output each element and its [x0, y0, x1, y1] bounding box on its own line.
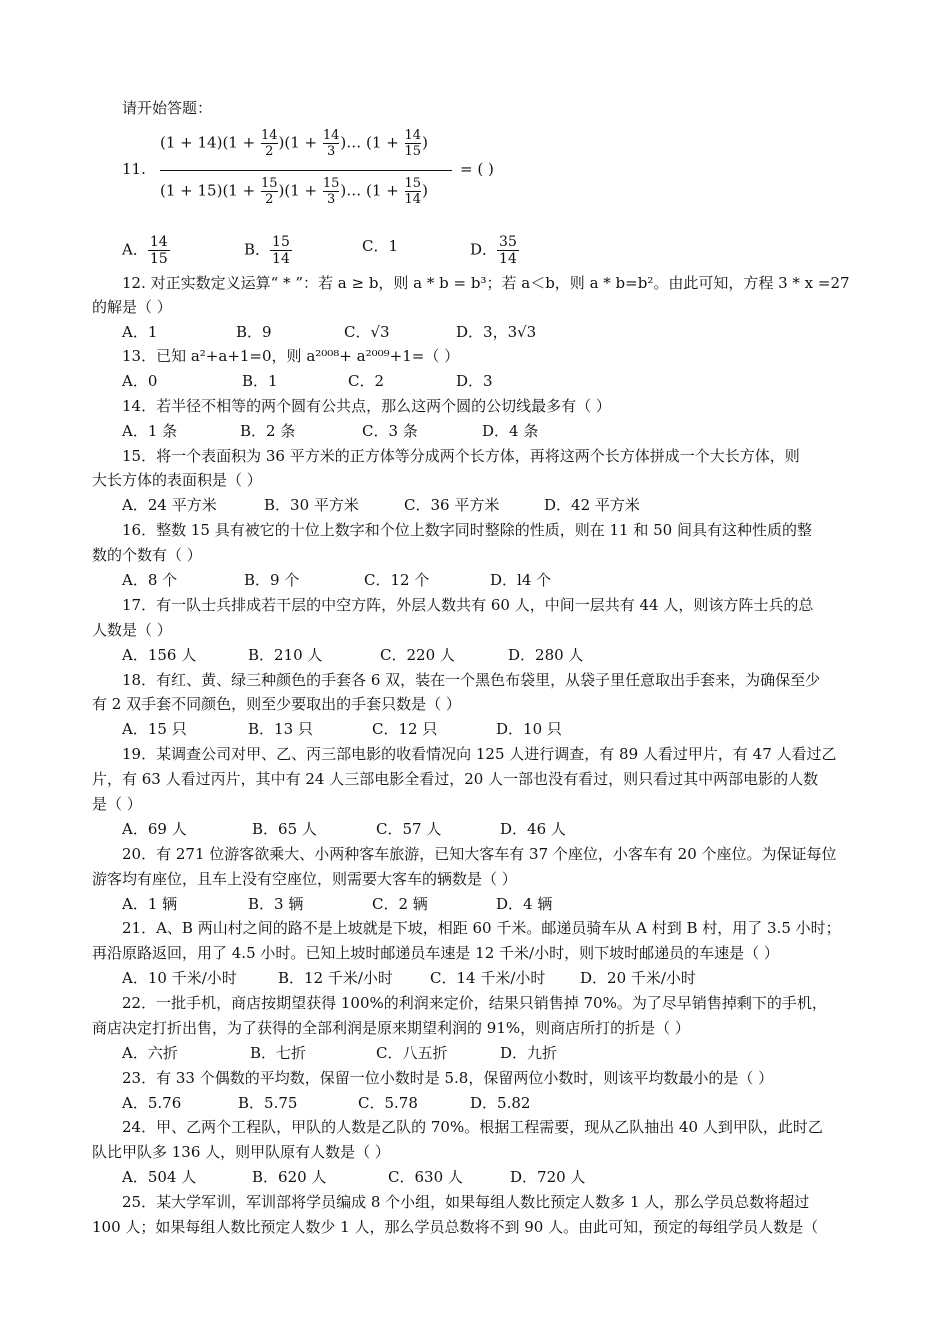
q20-option-a[interactable]: A．1 辆: [122, 895, 178, 913]
q15-line-1: 15．将一个表面积为 36 平方米的正方体等分成两个长方体，再将这两个长方体拼成一个大长方体，则: [122, 447, 800, 465]
q17-option-d[interactable]: D．280 人: [508, 646, 584, 664]
q17-option-c[interactable]: C．220 人: [380, 646, 455, 664]
q25-line-1: 25．某大学军训，军训部将学员编成 8 个小组，如果每组人数比预定人数多 1 人，那么学员总数将超过: [122, 1193, 810, 1211]
q19-line-2: 片，有 63 人看过丙片，其中有 24 人三部电影全看过，20 人一部也没有看过，则只看过其中两部电影的人数: [92, 770, 819, 788]
frac-14-2: $\frac{14}{2}$: [260, 128, 278, 159]
q18-line-1: 18．有红、黄、绿三种颜色的手套各 6 双，装在一个黑色布袋里，从袋子里任意取出手套来，为确保至少: [122, 671, 821, 689]
q22-line-1: 22．一批手机，商店按期望获得 100%的利润来定价，结果只销售掉 70%。为了尽早销售掉剩下的手机，: [122, 994, 827, 1012]
q12-option-b[interactable]: B．9: [236, 323, 272, 341]
q21-option-b[interactable]: B．12 千米/小时: [278, 969, 393, 987]
q24-option-a[interactable]: A．504 人: [122, 1168, 197, 1186]
q11-option-d[interactable]: D． $\frac{35}{14}$: [470, 234, 517, 267]
q22-option-b[interactable]: B．七折: [250, 1044, 307, 1062]
q11-numerator: (1 + 14)(1 + $\frac{14}{2})(1$ + $\frac{14}{3})\dots$ (1 + $\frac{14}{15}$): [160, 128, 428, 159]
q11-tail: = ( ): [460, 160, 494, 178]
fraction-bar: [160, 170, 452, 171]
q17-option-b[interactable]: B．210 人: [248, 646, 323, 664]
q13-option-d[interactable]: D．3: [456, 372, 493, 390]
q21-option-a[interactable]: A．10 千米/小时: [122, 969, 237, 987]
q14-option-d[interactable]: D．4 条: [482, 422, 539, 440]
q18-line-2: 有 2 双手套不同颜色，则至少要取出的手套只数是（ ）: [92, 695, 461, 713]
q17-line-1: 17．有一队士兵排成若干层的中空方阵，外层人数共有 60 人，中间一层共有 44 人，则该方阵士兵的总: [122, 596, 814, 614]
q15-option-b[interactable]: B．30 平方米: [264, 496, 359, 514]
q11-options: [122, 224, 622, 267]
q15-option-a[interactable]: A．24 平方米: [122, 496, 217, 514]
q14-option-a[interactable]: A．1 条: [122, 422, 178, 440]
q11-option-b[interactable]: B． $\frac{15}{14}$: [244, 234, 290, 267]
q12-line-2: 的解是（ ）: [92, 298, 172, 316]
q12-line-1: 12. 对正实数定义运算“ * ”：若 a ≥ b，则 a * b = b³；若 a＜b，则 a * b=b²。由此可知，方程 3 * x =27: [122, 274, 850, 292]
q16-option-b[interactable]: B．9 个: [244, 571, 300, 589]
intro-text: 请开始答题：: [122, 99, 213, 117]
q24-line-1: 24．甲、乙两个工程队，甲队的人数是乙队的 70%。根据工程需要，现从乙队抽出 40 人到甲队，此时乙: [122, 1118, 823, 1136]
q19-option-d[interactable]: D．46 人: [500, 820, 566, 838]
q20-option-b[interactable]: B．3 辆: [248, 895, 304, 913]
q17-option-a[interactable]: A．156 人: [122, 646, 197, 664]
q23-option-c[interactable]: C．5.78: [358, 1094, 418, 1112]
q14-option-b[interactable]: B．2 条: [240, 422, 296, 440]
q24-option-c[interactable]: C．630 人: [388, 1168, 463, 1186]
q21-line-2: 再沿原路返回，用了 4.5 小时。已知上坡时邮递员车速是 12 千米/小时，则下坡时邮递员的车速是（ ）: [92, 944, 779, 962]
q15-line-2: 大长方体的表面积是（ ）: [92, 471, 262, 489]
q22-option-d[interactable]: D．九折: [500, 1044, 558, 1062]
q11-number: 11.: [122, 160, 146, 178]
q18-option-d[interactable]: D．10 只: [496, 720, 562, 738]
q14-line-1: 14．若半径不相等的两个圆有公共点，那么这两个圆的公切线最多有（ ）: [122, 397, 611, 415]
q21-line-1: 21．A、B 两山村之间的路不是上坡就是下坡，相距 60 千米。邮递员骑车从 A 村到 B 村，用了 3.5 小时；: [122, 919, 841, 937]
q11-expression: [122, 122, 542, 217]
q21-option-d[interactable]: D．20 千米/小时: [580, 969, 696, 987]
q16-line-2: 数的个数有（ ）: [92, 546, 202, 564]
q11-option-a[interactable]: A． $\frac{14}{15}$: [122, 234, 168, 267]
q11-denominator: (1 + 15)(1 + $\frac{15}{2})(1$ + $\frac{15}{3})\dots$ (1 + $\frac{15}{14}$): [160, 176, 428, 207]
q22-line-2: 商店决定打折出售，为了获得的全部利润是原来期望利润的 91%，则商店所打的折是（ ）: [92, 1019, 690, 1037]
q16-option-a[interactable]: A．8 个: [122, 571, 178, 589]
q13-line-1: 13．已知 a²+a+1=0，则 a²⁰⁰⁸+ a²⁰⁰⁹+1=（ ）: [122, 347, 460, 365]
q20-line-1: 20．有 271 位游客欲乘大、小两种客车旅游，已知大客车有 37 个座位，小客车有 20 个座位。为保证每位: [122, 845, 837, 863]
frac-14-3: $\frac{14}{3}$: [322, 128, 340, 159]
q19-line-3: 是（ ）: [92, 795, 142, 813]
q18-option-b[interactable]: B．13 只: [248, 720, 313, 738]
q22-option-c[interactable]: C．八五折: [376, 1044, 448, 1062]
frac-15-2: $\frac{15}{2}$: [260, 176, 278, 207]
q23-option-d[interactable]: D．5.82: [470, 1094, 531, 1112]
q12-option-a[interactable]: A．1: [122, 323, 158, 341]
q13-option-b[interactable]: B．1: [242, 372, 278, 390]
q22-option-a[interactable]: A．六折: [122, 1044, 178, 1062]
q13-option-c[interactable]: C．2: [348, 372, 385, 390]
q14-option-c[interactable]: C．3 条: [362, 422, 418, 440]
q13-option-a[interactable]: A．0: [122, 372, 158, 390]
q15-option-d[interactable]: D．42 平方米: [544, 496, 640, 514]
q12-option-c[interactable]: C．√3: [344, 323, 390, 341]
q12-option-d[interactable]: D．3，3√3: [456, 323, 537, 341]
q24-option-b[interactable]: B．620 人: [252, 1168, 327, 1186]
q16-line-1: 16．整数 15 具有被它的十位上数字和个位上数字同时整除的性质，则在 11 和 50 间具有这种性质的整: [122, 521, 812, 539]
frac-15-3: $\frac{15}{3}$: [322, 176, 340, 207]
q20-option-d[interactable]: D．4 辆: [496, 895, 553, 913]
q16-option-c[interactable]: C．12 个: [364, 571, 430, 589]
q17-line-2: 人数是（ ）: [92, 621, 172, 639]
q24-line-2: 队比甲队多 136 人，则甲队原有人数是（ ）: [92, 1143, 390, 1161]
q18-option-a[interactable]: A．15 只: [122, 720, 187, 738]
frac-14-15: $\frac{14}{15}$: [404, 128, 422, 159]
q19-option-c[interactable]: C．57 人: [376, 820, 442, 838]
q20-option-c[interactable]: C．2 辆: [372, 895, 428, 913]
q20-line-2: 游客均有座位，且车上没有空座位，则需要大客车的辆数是（ ）: [92, 870, 517, 888]
q15-option-c[interactable]: C．36 平方米: [404, 496, 500, 514]
q19-line-1: 19．某调查公司对甲、乙、丙三部电影的收看情况向 125 人进行调查，有 89 人看过甲片，有 47 人看过乙: [122, 745, 837, 763]
q24-option-d[interactable]: D．720 人: [510, 1168, 586, 1186]
q19-option-b[interactable]: B．65 人: [252, 820, 317, 838]
q11-option-c[interactable]: C．1: [362, 237, 399, 255]
q19-option-a[interactable]: A．69 人: [122, 820, 187, 838]
q21-option-c[interactable]: C．14 千米/小时: [430, 969, 546, 987]
q25-line-2: 100 人；如果每组人数比预定人数少 1 人，那么学员总数将不到 90 人。由此可知，预定的每组学员人数是（: [92, 1218, 819, 1236]
q23-option-a[interactable]: A．5.76: [122, 1094, 182, 1112]
q18-option-c[interactable]: C．12 只: [372, 720, 438, 738]
q23-option-b[interactable]: B．5.75: [238, 1094, 298, 1112]
frac-15-14: $\frac{15}{14}$: [404, 176, 422, 207]
q16-option-d[interactable]: D．l4 个: [490, 571, 552, 589]
q23-line-1: 23．有 33 个偶数的平均数，保留一位小数时是 5.8，保留两位小数时，则该平均数最小的是（ ）: [122, 1069, 774, 1087]
